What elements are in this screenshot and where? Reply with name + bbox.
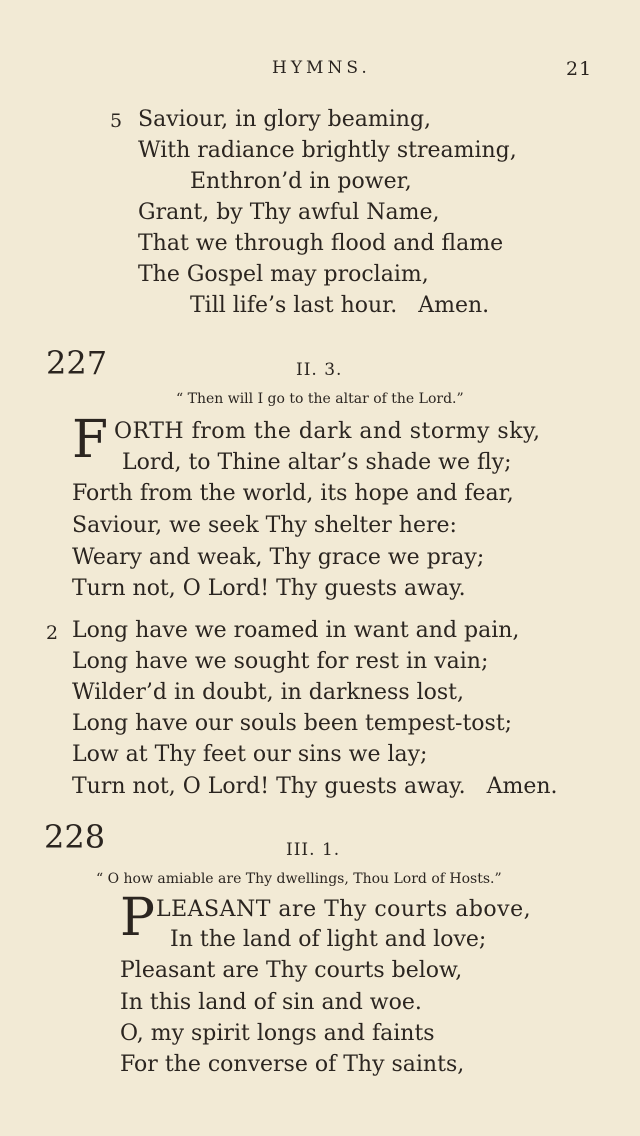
verse-line: Long have we roamed in want and pain, xyxy=(72,618,520,643)
verse-line: For the converse of Thy saints, xyxy=(120,1052,465,1077)
verse-line: In this land of sin and woe. xyxy=(120,990,422,1015)
verse-line: The Gospel may proclaim, xyxy=(138,262,429,287)
hymn-meter: II. 3. xyxy=(296,360,343,380)
page-number: 21 xyxy=(566,58,593,80)
verse-line: Saviour, in glory beaming, xyxy=(138,107,432,132)
verse-line: With radiance brightly streaming, xyxy=(138,138,517,163)
hymn-number: 227 xyxy=(46,344,108,382)
verse-line: That we through flood and flame xyxy=(138,231,504,256)
verse-line: Long have our souls been tempest-tost; xyxy=(72,711,513,736)
verse-line: Forth from the world, its hope and fear, xyxy=(72,481,514,506)
drop-cap: P xyxy=(120,888,155,948)
verse-line: Enthron’d in power, xyxy=(190,169,412,194)
verse-line: Lord, to Thine altar’s shade we fly; xyxy=(122,450,512,475)
verse-line-first: LEASANT are Thy courts above, xyxy=(156,897,532,922)
verse-line: Weary and weak, Thy grace we pray; xyxy=(72,545,485,570)
verse-line: Wilder’d in doubt, in darkness lost, xyxy=(72,680,465,705)
verse-line: In the land of light and love; xyxy=(170,927,487,952)
verse-line: Turn not, O Lord! Thy guests away. xyxy=(72,576,466,601)
scripture-reference: “ Then will I go to the altar of the Lord.” xyxy=(176,391,464,407)
verse-line-first: ORTH from the dark and stormy sky, xyxy=(114,419,541,444)
stanza-number: 2 xyxy=(46,622,59,644)
scripture-reference: “ O how amiable are Thy dwellings, Thou Lord of Hosts.” xyxy=(96,871,502,887)
verse-line-amen: Turn not, O Lord! Thy guests away. Amen. xyxy=(72,774,558,799)
verse-line: Low at Thy feet our sins we lay; xyxy=(72,742,428,767)
hymn-meter: III. 1. xyxy=(286,840,341,860)
hymn-number: 228 xyxy=(44,818,106,856)
stanza-number: 5 xyxy=(110,110,123,132)
verse-line: Long have we sought for rest in vain; xyxy=(72,649,489,674)
running-header: HYMNS. xyxy=(272,58,371,78)
verse-line: Saviour, we seek Thy shelter here: xyxy=(72,513,457,538)
verse-line-amen: Till life’s last hour. Amen. xyxy=(190,293,490,318)
verse-line: O, my spirit longs and faints xyxy=(120,1021,435,1046)
verse-line: Grant, by Thy awful Name, xyxy=(138,200,440,225)
drop-cap: F xyxy=(72,410,109,470)
verse-line: Pleasant are Thy courts below, xyxy=(120,958,463,983)
